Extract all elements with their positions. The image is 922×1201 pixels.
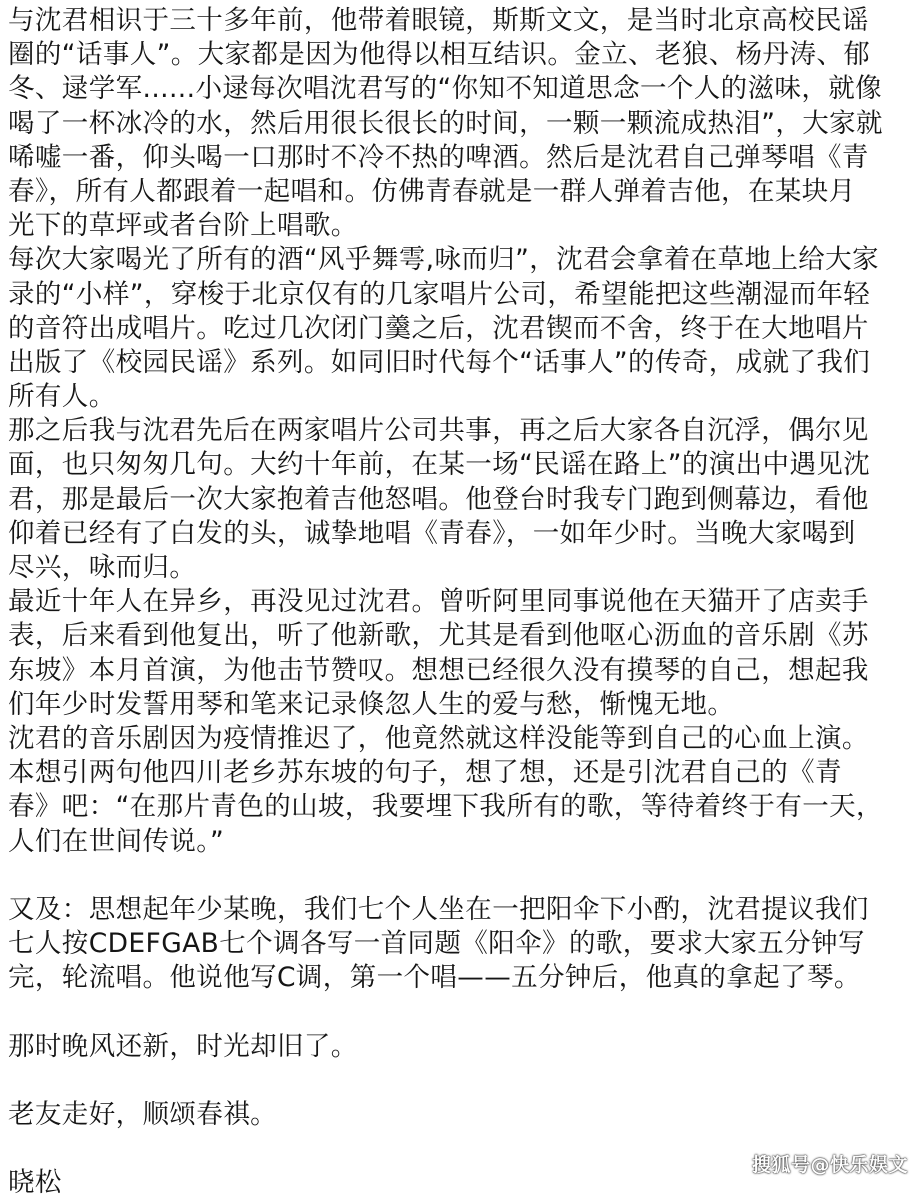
text-line: 春》，所有人都跟着一起唱和。仿佛青春就是一群人弹着吉他，在某块月: [8, 175, 856, 207]
signature: 晓松: [8, 1167, 62, 1199]
text-line: 所有人。: [8, 381, 116, 413]
text-line: 春》吧：“在那片青色的山坡，我要埋下我所有的歌，等待着终于有一天，: [8, 791, 883, 823]
text-line: 录的“小样”，穿梭于北京仅有的几家唱片公司，希望能把这些潮湿而年轻: [8, 278, 871, 310]
text-line: 冬、逯学军......小逯每次唱沈君写的“你知不知道思念一个人的滋味，就像: [8, 73, 883, 105]
text-line: 面，也只匆匆几句。大约十年前，在某一场“民谣在路上”的演出中遇见沈: [8, 449, 871, 481]
text-line: 七人按CDEFGAB七个调各写一首同题《阳伞》的歌，要求大家五分钟写: [8, 928, 865, 960]
text-line: 与沈君相识于三十多年前，他带着眼镜，斯斯文文，是当时北京高校民谣: [8, 5, 869, 36]
text-line: 圈的“话事人”。大家都是因为他得以相互结识。金立、老狼、杨丹涛、郁: [8, 39, 871, 71]
text-line: 本想引两句他四川老乡苏东坡的句子，想了想，还是引沈君自己的《青: [8, 757, 842, 789]
text-line: 君，那是最后一次大家抱着吉他怒唱。他登台时我专门跑到侧幕边，看他: [8, 483, 869, 515]
text-line: 喝了一杯冰冷的水，然后用很长很长的时间，一颗一颗流成热泪”，大家就: [8, 107, 883, 139]
text-line: 仰着已经有了白发的头，诚挚地唱《青春》，一如年少时。当晚大家喝到: [8, 517, 856, 549]
blank-line: [8, 1064, 914, 1098]
text-line: 出版了《校园民谣》系列。如同旧时代每个“话事人”的传奇，成就了我们: [8, 346, 871, 378]
text-line: 唏嘘一番，仰头喝一口那时不冷不热的啤酒。然后是沈君自己弹琴唱《青: [8, 141, 869, 173]
text-line: 沈君的音乐剧因为疫情推迟了，他竟然就这样没能等到自己的心血上演。: [8, 722, 869, 754]
blank-line: [8, 859, 914, 893]
text-line: 每次大家喝光了所有的酒“风乎舞雩,咏而归”，沈君会拿着在草地上给大家: [8, 244, 879, 276]
text-line: 光下的草坪或者台阶上唱歌。: [8, 210, 358, 242]
text-line: 那之后我与沈君先后在两家唱片公司共事，再之后大家各自沉浮，偶尔见: [8, 415, 869, 447]
text-line: 人们在世间传说。”: [8, 825, 225, 857]
text-line: 完，轮流唱。他说他写C调，第一个唱——五分钟后，他真的拿起了琴。: [8, 962, 861, 994]
text-line: 老友走好，顺颂春祺。: [8, 1099, 277, 1130]
text-line: 那时晚风还新，时光却旧了。: [8, 1030, 358, 1062]
article-body: [8, 4, 914, 1201]
text-line: 的音符出成唱片。吃过几次闭门羹之后，沈君锲而不舍，终于在大地唱片: [8, 312, 869, 344]
text-line: 东坡》本月首演，为他击节赞叹。想想已经很久没有摸琴的自己，想起我: [8, 654, 869, 686]
text-line: 表，后来看到他复出，听了他新歌，尤其是看到他呕心沥血的音乐剧《苏: [8, 620, 869, 652]
watermark-text: 搜狐号@快乐娱文: [751, 1154, 908, 1176]
text-line: 又及：思想起年少某晚，我们七个人坐在一把阳伞下小酌，沈君提议我们: [8, 893, 869, 925]
text-line: 最近十年人在异乡，再没见过沈君。曾听阿里同事说他在天猫开了店卖手: [8, 586, 869, 618]
text-line: 们年少时发誓用琴和笔来记录倏忽人生的爱与愁，惭愧无地。: [8, 688, 735, 720]
text-line: 尽兴，咏而归。: [8, 552, 197, 583]
source-watermark: [752, 1150, 908, 1177]
blank-line: [8, 995, 914, 1029]
